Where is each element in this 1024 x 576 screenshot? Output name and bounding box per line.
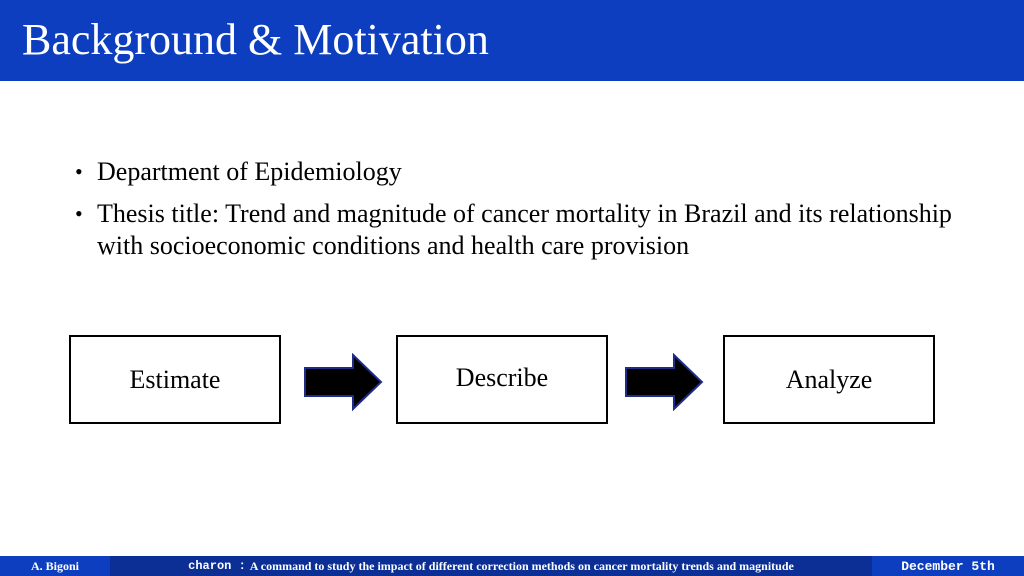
footer-author: A. Bigoni	[0, 556, 110, 576]
bullet-icon: •	[75, 159, 83, 184]
bullet-list	[75, 156, 955, 272]
footer-title-bar	[110, 556, 872, 576]
slide-title: Background & Motivation	[22, 15, 489, 64]
flow-step-label: Describe	[455, 362, 549, 392]
right-arrow-icon	[303, 353, 383, 411]
footer-command: charon :	[188, 559, 246, 573]
bullet-item	[75, 156, 955, 188]
bullet-icon: •	[75, 201, 83, 226]
bullet-text: Department of Epidemiology	[97, 157, 402, 186]
flow-step-describe	[396, 335, 608, 424]
bullet-text: Thesis title: Trend and magnitude of cancer mortality in Brazil and its relationship with socioeconomic conditions and health care provision	[97, 199, 952, 260]
right-arrow-icon	[624, 353, 704, 411]
flow-step-analyze	[723, 335, 935, 424]
slide-header	[0, 0, 1024, 81]
bullet-item	[75, 198, 955, 262]
footer-title: A command to study the impact of different correction methods on cancer mortality trends and magnitude	[249, 558, 794, 573]
flow-step-estimate	[69, 335, 281, 424]
flow-step-label: Estimate	[129, 364, 221, 394]
footer-date: December 5th	[872, 556, 1024, 576]
slide-footer	[0, 556, 1024, 576]
flow-step-label: Analyze	[785, 364, 873, 394]
